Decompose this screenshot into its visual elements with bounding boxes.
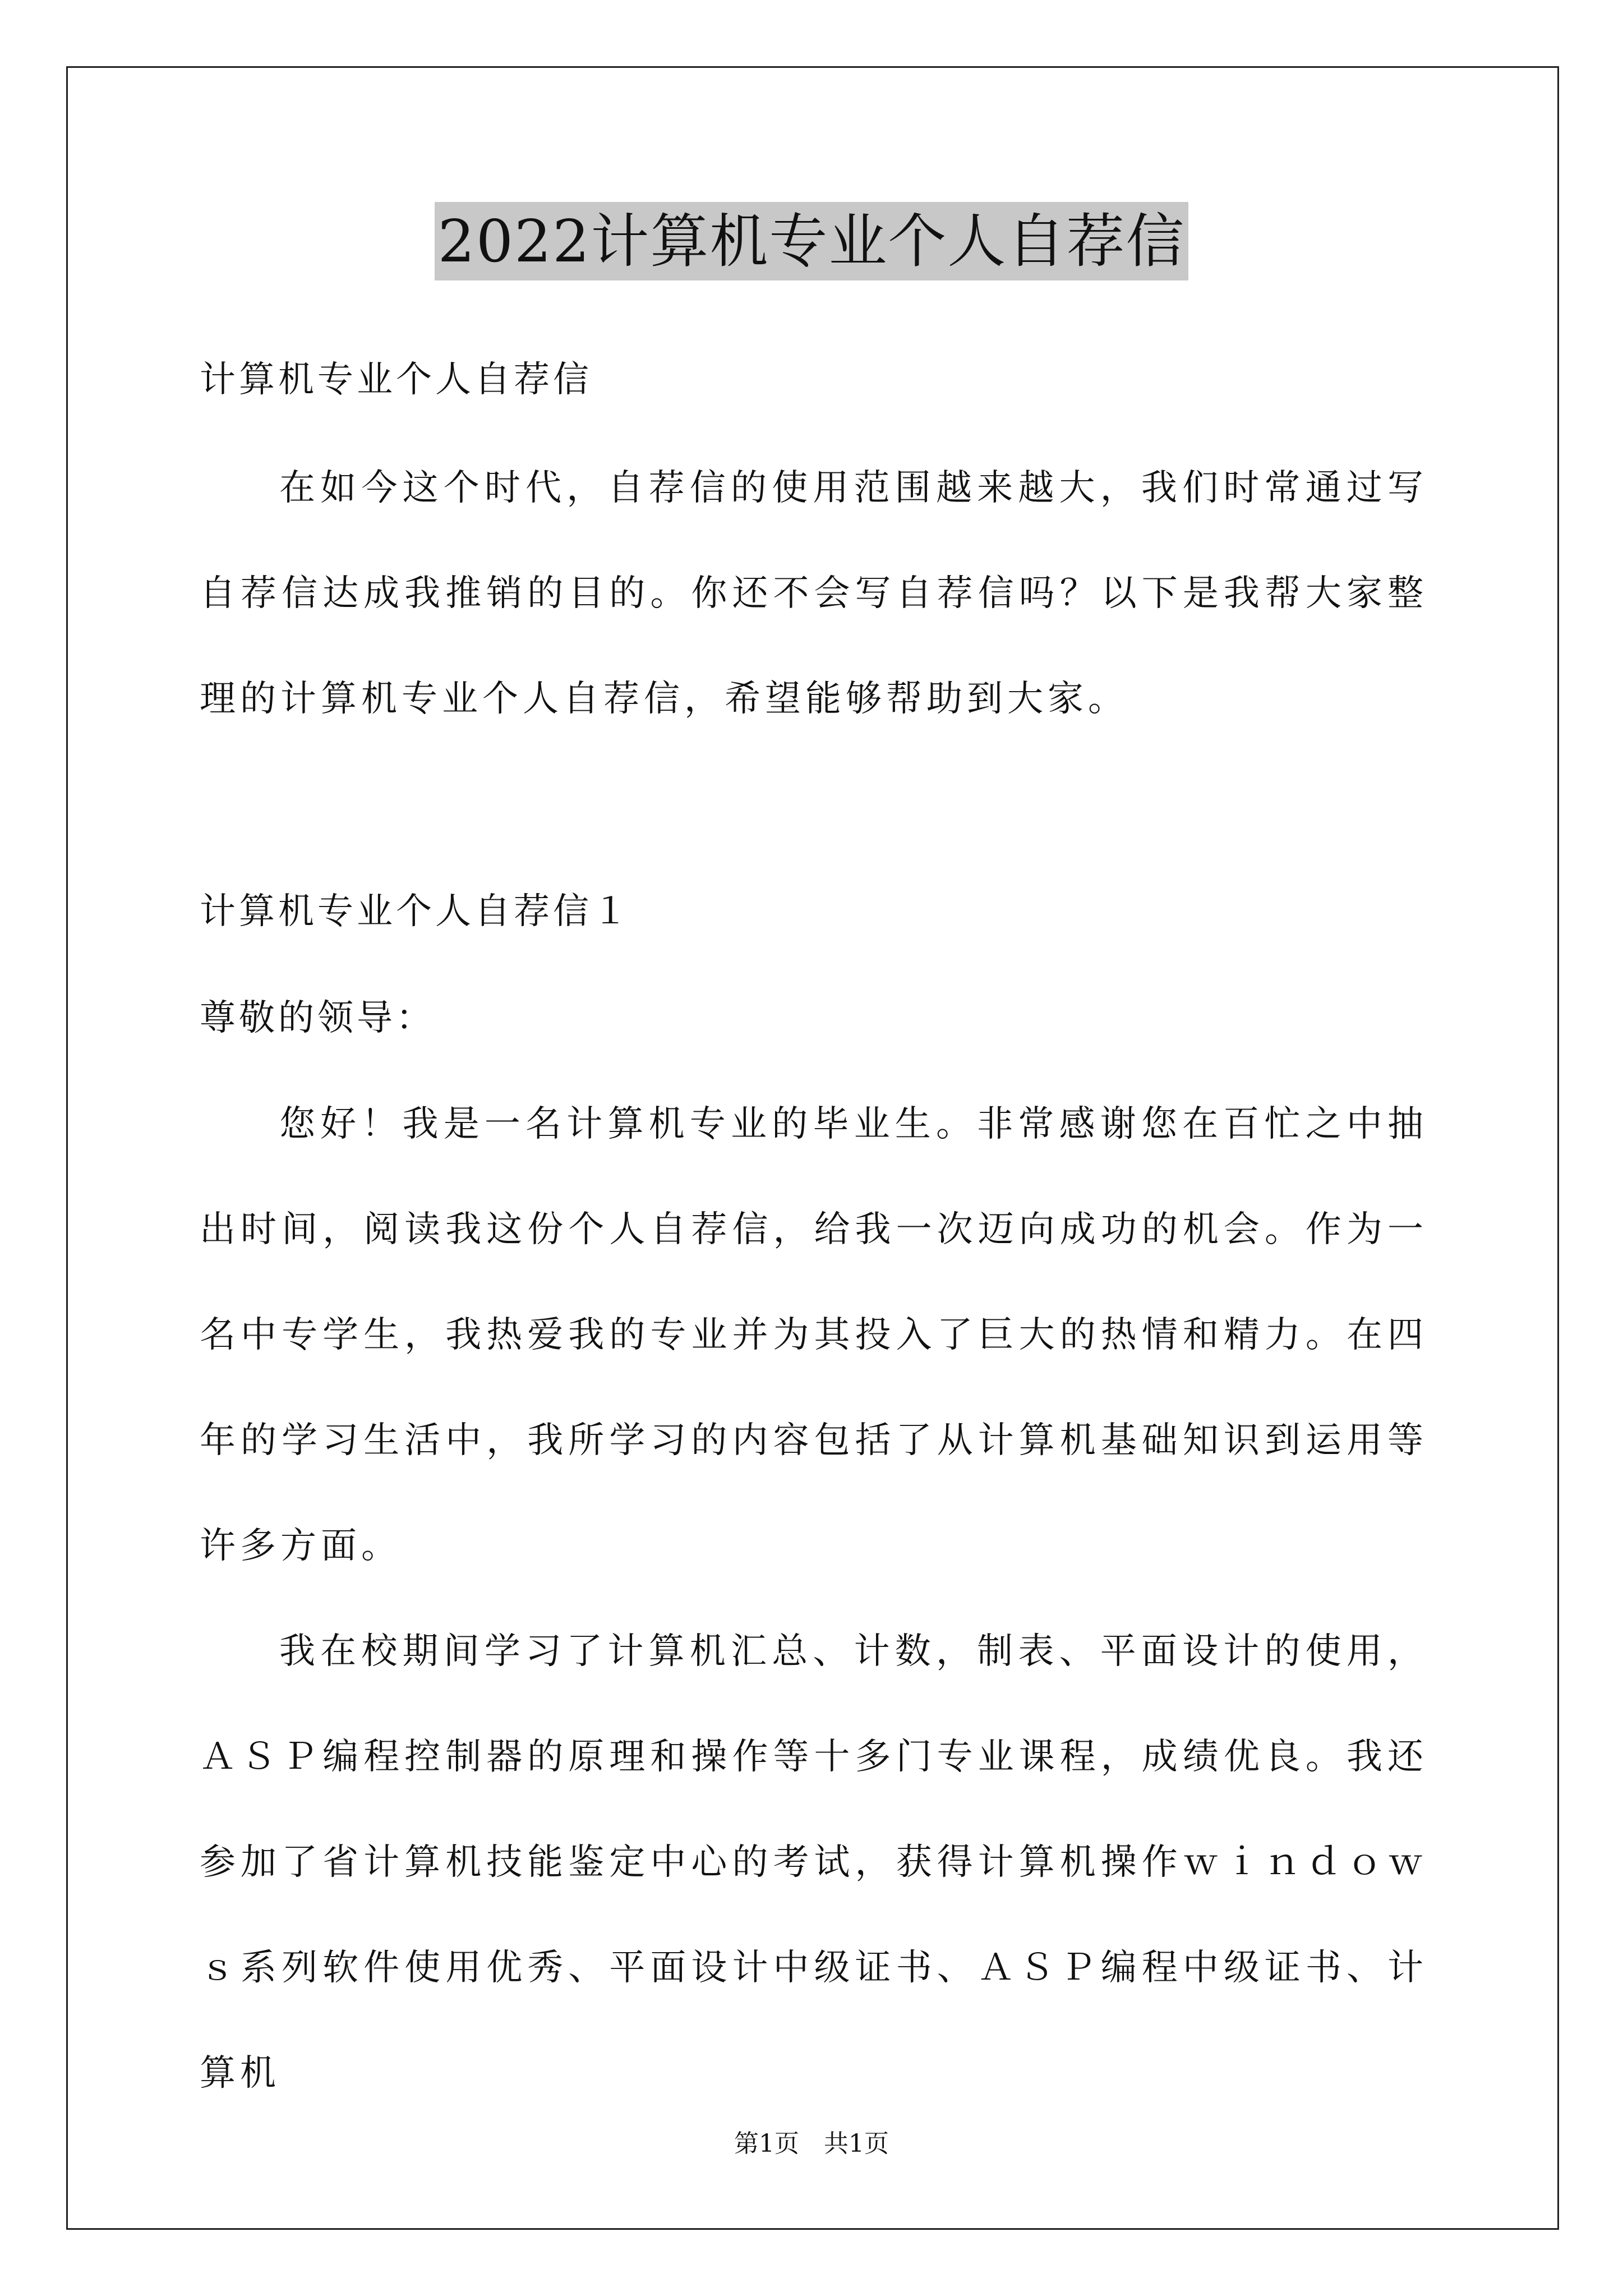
body-paragraph-1: 您好！我是一名计算机专业的毕业生。非常感谢您在百忙之中抽出时间，阅读我这份个人自荐信，给我一次迈向成功的机会。作为一名中专学生，我热爱我的专业并为其投入了巨大的热情和精力。在四年的学习生活中，我所学习的内容包括了从计算机基础知识到运用等许多方面。 <box>200 1103 1428 1567</box>
body-paragraph-2: 我在校期间学习了计算机汇总、计数，制表、平面设计的使用，ＡＳＰ编程控制器的原理和操作等十多门专业课程，成绩优良。我还参加了省计算机技能鉴定中心的考试，获得计算机操作ｗｉｎｄｏｗｓ系列软件使用优秀、平面设计中级证书、ＡＳＰ编程中级证书、计算机 <box>200 1631 1428 2094</box>
letter-body <box>200 1071 1428 2126</box>
intro-block <box>200 435 1428 752</box>
title-container <box>0 202 1623 280</box>
intro-paragraph: 在如今这个时代，自荐信的使用范围越来越大，我们时常通过写自荐信达成我推销的目的。你还不会写自荐信吗？以下是我帮大家整理的计算机专业个人自荐信，希望能够帮助到大家。 <box>200 467 1428 720</box>
page-footer: 第1页 共1页 <box>734 2129 889 2158</box>
document-title: 2022计算机专业个人自荐信 <box>435 202 1189 280</box>
salutation: 尊敬的领导： <box>200 997 435 1039</box>
section-heading: 计算机专业个人自荐信１ <box>200 891 631 932</box>
document-subtitle: 计算机专业个人自荐信 <box>200 359 592 401</box>
